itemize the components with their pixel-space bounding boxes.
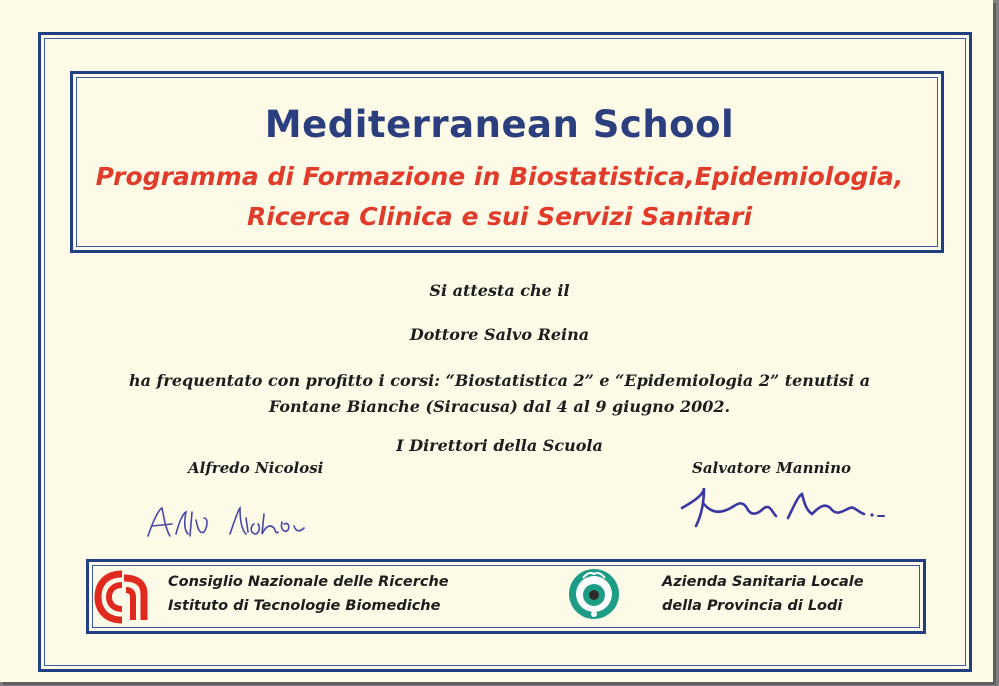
signature-left (142, 496, 322, 546)
recipient-name: Dottore Salvo Reina (409, 325, 590, 344)
asl-name-line-1: Azienda Sanitaria Locale (662, 574, 864, 590)
cnr-name-line-1: Consiglio Nazionale delle Ricerche (168, 574, 449, 590)
signature-right (678, 480, 893, 530)
asl-name-line-2: della Provincia di Lodi (662, 598, 843, 614)
school-title: Mediterranean School (264, 103, 735, 146)
program-title-line-2: Ricerca Clinica e sui Servizi Sanitari (246, 202, 753, 231)
logos-box (86, 559, 926, 634)
cnr-name-line-2: Istituto di Tecnologie Biomediche (168, 598, 441, 614)
program-title-line-1: Programma di Formazione in Biostatistica,Epidemiologia, (95, 162, 904, 191)
course-text-line-2: Fontane Bianche (Siracusa) dal 4 al 9 giugno 2002. (268, 397, 731, 416)
director-left-name: Alfredo Nicolosi (188, 459, 324, 477)
asl-logo-icon (565, 565, 623, 623)
cnr-logo-icon (94, 568, 154, 626)
directors-heading: I Direttori della Scuola (396, 436, 603, 455)
attestation-text: Si attesta che il (429, 281, 570, 300)
course-text-line-1: ha frequentato con profitto i corsi: “Biostatistica 2” e “Epidemiologia 2” tenutisi a (128, 371, 871, 390)
director-right-name: Salvatore Mannino (692, 459, 852, 477)
